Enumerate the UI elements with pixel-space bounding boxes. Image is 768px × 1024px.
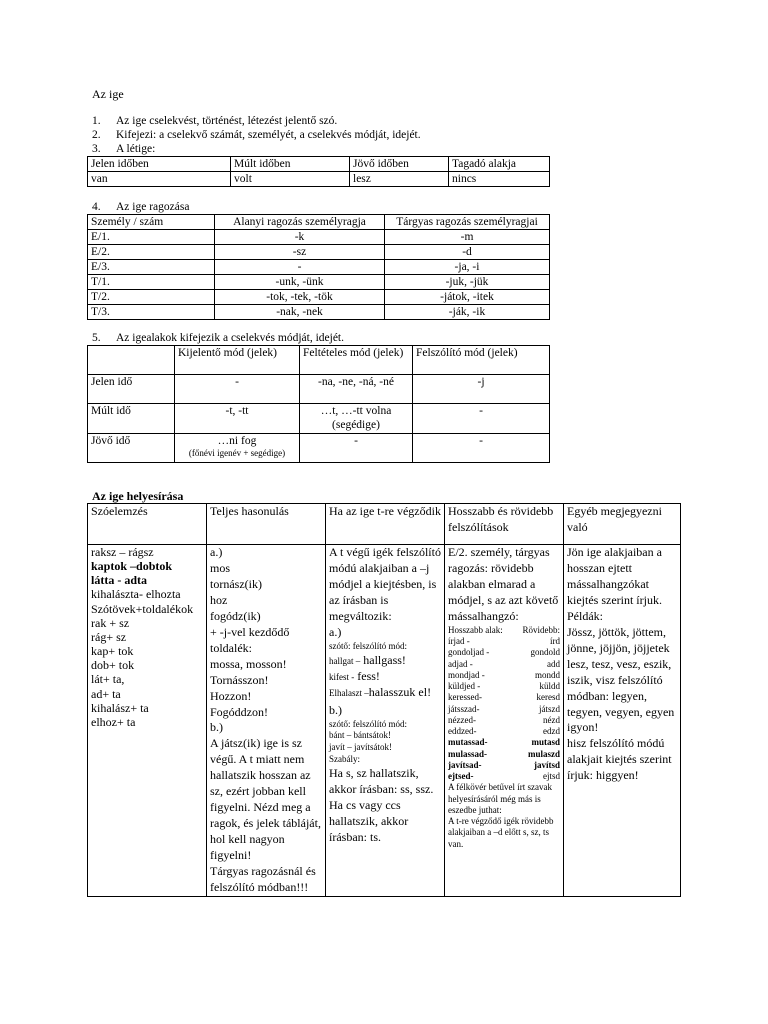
table-row bbox=[88, 404, 550, 434]
table-header: Kijelentő mód (jelek) bbox=[175, 346, 300, 375]
ragozas-table bbox=[87, 214, 550, 320]
list-item: 1. Az ige cselekvést, történést, létezést jelentő szó. bbox=[92, 115, 338, 127]
helyesiras-table bbox=[87, 503, 681, 897]
szoelemzes-cell: raksz – rágsz kaptok –dobtok látta - adta kihalászta- elhozta Szótövek+toldalékok rak + sz rág+ sz kap+ tok dob+ tok lát+ ta, ad+ ta kihalász+ ta elhoz+ ta bbox=[88, 545, 207, 897]
table-cell: nincs bbox=[449, 172, 550, 187]
table-cell: -sz bbox=[215, 245, 385, 260]
t-vegu-cell: A t végű igék felszólító módú alakjaiban a –j módjel a kiejtésben, is az írásban is megváltozik: a.) szótő: felszólító mód: hallgat – hallgass! kifest - fess! Elhalaszt –halasszuk el! b.) szótő: felszólító mód: bánt – bántsátok! javít – javítsátok! Szabály: Ha s, sz hallatszik, akkor írásban: ss, ssz. Ha cs vagy ccs hallatszik, akkor írásban: ts. bbox=[326, 545, 445, 897]
table-cell: -t, -tt bbox=[175, 404, 300, 434]
table-cell: - bbox=[215, 260, 385, 275]
letige-table bbox=[87, 156, 550, 187]
mod-table bbox=[87, 345, 550, 463]
table-header: Felszólító mód (jelek) bbox=[413, 346, 550, 375]
table-cell: E/1. bbox=[88, 230, 215, 245]
table-header: Tárgyas ragozás személyragjai bbox=[385, 215, 550, 230]
table-cell: -unk, -ünk bbox=[215, 275, 385, 290]
table-row bbox=[88, 545, 681, 897]
table-row bbox=[88, 375, 550, 404]
table-cell: E/3. bbox=[88, 260, 215, 275]
table-cell: E/2. bbox=[88, 245, 215, 260]
table-row bbox=[88, 275, 550, 290]
table-header: Jövő időben bbox=[350, 157, 449, 172]
table-header: Alanyi ragozás személyragja bbox=[215, 215, 385, 230]
table-cell: Jövő idő bbox=[88, 433, 175, 462]
table-cell: - bbox=[300, 433, 413, 462]
table-header bbox=[88, 346, 175, 375]
table-cell: - bbox=[413, 433, 550, 462]
table-cell: -nak, -nek bbox=[215, 305, 385, 320]
table-cell: - bbox=[413, 404, 550, 434]
table-cell: lesz bbox=[350, 172, 449, 187]
table-cell: -ják, -ik bbox=[385, 305, 550, 320]
table-header: Hosszabb és rövidebb felszólítások bbox=[445, 504, 564, 545]
table-cell: T/3. bbox=[88, 305, 215, 320]
table-row bbox=[88, 433, 550, 462]
table-header: Egyéb megjegyezni való bbox=[564, 504, 681, 545]
table-cell: -játok, -itek bbox=[385, 290, 550, 305]
table-row bbox=[88, 290, 550, 305]
table-cell: -m bbox=[385, 230, 550, 245]
table-header: Ha az ige t-re végződik bbox=[326, 504, 445, 545]
table-row bbox=[88, 230, 550, 245]
table-cell: Múlt idő bbox=[88, 404, 175, 434]
table-cell: -tok, -tek, -tök bbox=[215, 290, 385, 305]
intro-list bbox=[92, 115, 421, 157]
table-cell: …t, …-tt volna (segédige) bbox=[300, 404, 413, 434]
table-header: Feltételes mód (jelek) bbox=[300, 346, 413, 375]
list-item: 2. Kifejezi: a cselekvő számát, személyét, a cselekvés módját, idejét. bbox=[92, 129, 421, 141]
table-row bbox=[88, 260, 550, 275]
table-header: Múlt időben bbox=[231, 157, 350, 172]
table-cell: -juk, -jük bbox=[385, 275, 550, 290]
egyeb-cell: Jön ige alakjaiban a hosszan ejtett mássalhangzókat kiejtés szerint írjuk. Példák: Jössz, jöttök, jöttem, jönne, jöjjön, jöjjetek lesz, tesz, vesz, eszik, iszik, visz felszólító módban: legyen, tegyen, vegyen, egyen igyon! hisz felszólító módú alakjait kiejtés szerint írjuk: higgyen! bbox=[564, 545, 681, 897]
table-header: Személy / szám bbox=[88, 215, 215, 230]
table-cell: -ja, -i bbox=[385, 260, 550, 275]
table-cell: van bbox=[88, 172, 231, 187]
table-row bbox=[88, 245, 550, 260]
table-cell: -na, -ne, -ná, -né bbox=[300, 375, 413, 404]
table-cell: -d bbox=[385, 245, 550, 260]
table-cell: -j bbox=[413, 375, 550, 404]
table-cell: -k bbox=[215, 230, 385, 245]
table-cell: - bbox=[175, 375, 300, 404]
hasonulas-cell: a.) mos tornász(ik) hoz fogódz(ik) + -j-vel kezdődő toldalék: mossa, mosson! Tornásszon! Hozzon! Fogóddzon! b.) A játsz(ik) ige is sz végű. A t miatt nem hallatszik hosszan az sz, ezért jobban kell figyelni. Nézd meg a ragok, és jelek tábláját, hol kell nagyon figyelni! Tárgyas ragozásnál és felszólító módban!!! bbox=[207, 545, 326, 897]
table-row bbox=[88, 305, 550, 320]
table-cell: volt bbox=[231, 172, 350, 187]
list-item: 3. A létige: bbox=[92, 143, 156, 155]
table-cell: Jelen idő bbox=[88, 375, 175, 404]
table-cell: T/1. bbox=[88, 275, 215, 290]
table-cell: T/2. bbox=[88, 290, 215, 305]
section-heading: 4. Az ige ragozása bbox=[92, 201, 190, 213]
page-title: Az ige bbox=[92, 87, 124, 101]
table-header: Szóelemzés bbox=[88, 504, 207, 545]
table-header: Teljes hasonulás bbox=[207, 504, 326, 545]
felszolitasok-cell: E/2. személy, tárgyas ragozás: rövidebb alakban elmarad a módjel, s az azt követő mássalhangzó: Hosszabb alak: Rövidebb: írjad - írd gondoljad - gondold adjad - add mondjad - mondd küldjed - küldd keressed- keresd játsszad- játszd nézzed- nézd eddzed- edzd mutassad- mutasd mulassad- mulaszd javítsad- javítsd ejtsed- ejtsd A félkövér betűvel írt szavak helyesírásáról még más is eszedbe juthat: A t-re végződő igék rövidebb alakjaiban a –d előtt s, sz, ts van. bbox=[445, 545, 564, 897]
section-heading: 5. Az igealakok kifejezik a cselekvés módját, idejét. bbox=[92, 332, 344, 344]
table-cell: …ni fog (főnévi igenév + segédige) bbox=[175, 433, 300, 462]
table-header: Jelen időben bbox=[88, 157, 231, 172]
section-title: Az ige helyesírása bbox=[92, 489, 184, 503]
table-header: Tagadó alakja bbox=[449, 157, 550, 172]
table-row bbox=[88, 172, 550, 187]
